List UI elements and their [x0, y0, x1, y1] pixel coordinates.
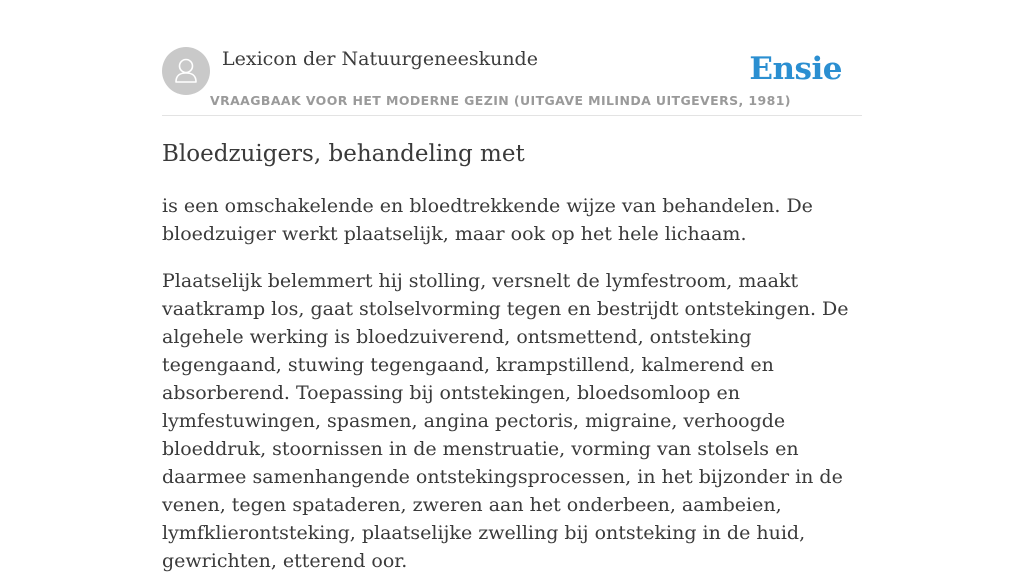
- avatar[interactable]: [162, 47, 210, 95]
- source-title[interactable]: Lexicon der Natuurgeneeskunde: [222, 48, 538, 70]
- entry-paragraph: is een omschakelende en bloedtrekkende wijze van behandelen. De bloedzuiger werkt plaatselijk, maar ook op het hele lichaam.: [162, 195, 813, 245]
- entry-paragraph: Plaatselijk belemmert hij stolling, versnelt de lymfestroom, maakt vaatkramp los, gaat stolselvorming tegen en bestrijdt ontstekingen. De algehele werking is bloedzuiverend, ontsmettend, ontsteking tegengaand, stuwing tegengaand, krampstillend, kalmerend en absorberend. Toepassing bij ontstekingen, bloedsomloop en lymfestuwingen, spasmen, angina pectoris, migraine, verhoogde bloeddruk, stoornissen in de menstruatie, vorming van stolsels en daarmee samenhangende ontstekingsprocessen, in het bijzonder in de venen, tegen spataderen, zweren aan het onderbeen, aambeien, lymfklierontsteking, plaatselijke zwelling bij ontsteking in de huid, gewrichten, etterend oor.: [162, 270, 849, 572]
- user-icon: [162, 47, 210, 95]
- entry-content: [162, 136, 862, 575]
- source-subtitle: VRAAGBAAK VOOR HET MODERNE GEZIN (UITGAVE MILINDA UITGEVERS, 1981): [210, 93, 791, 108]
- source-header: [162, 47, 862, 116]
- entry-title: Bloedzuigers, behandeling met: [162, 141, 525, 167]
- ensie-logo[interactable]: Ensie: [749, 51, 842, 87]
